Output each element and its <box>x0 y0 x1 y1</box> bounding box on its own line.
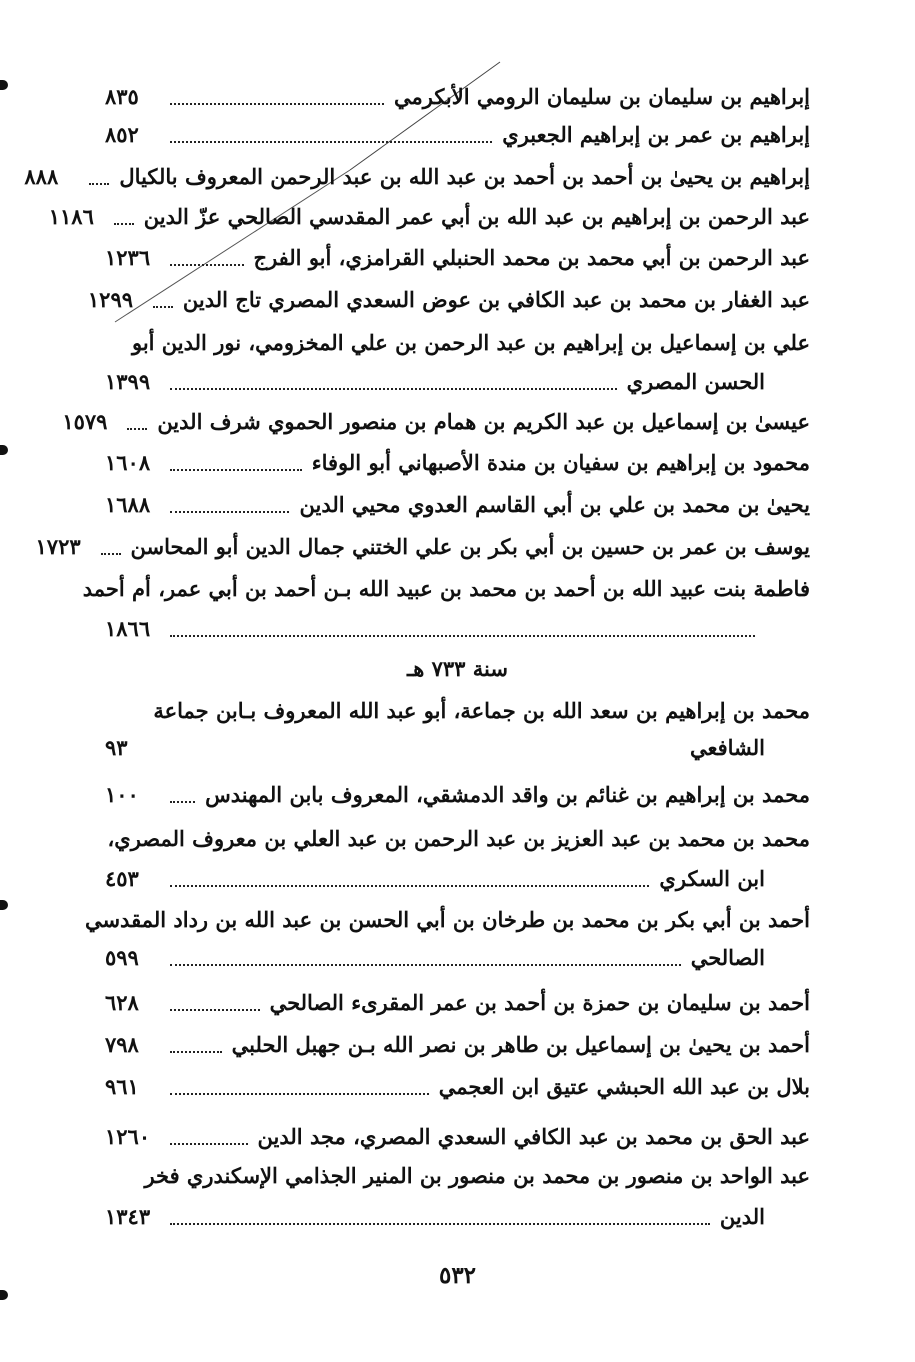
entry-number: ١٨٦٦ <box>105 616 151 641</box>
entry-number: ٧٩٨ <box>105 1032 139 1057</box>
index-entry <box>105 490 810 520</box>
entry-number: ١٠٠ <box>105 782 139 807</box>
index-entry <box>105 1072 810 1102</box>
entry-number: ٤٥٣ <box>105 866 139 891</box>
entry-number: ٥٩٩ <box>105 945 139 970</box>
entry-name: عبد الغفار بن محمد بن عبد الكافي بن عوض السعدي المصري تاج الدين <box>182 287 810 312</box>
entry-name: محمد بن إبراهيم بن غنائم بن واقد الدمشقي، المعروف بابن المهندس <box>205 782 810 807</box>
leader-dots <box>170 141 492 143</box>
entry-name: يحيىٰ بن محمد بن علي بن أبي القاسم العدوي محيي الدين <box>299 492 810 517</box>
leader-dots <box>170 469 302 471</box>
leader-dots <box>170 801 195 803</box>
index-entry <box>105 1030 810 1060</box>
entry-name-continuation: الحسن المصري <box>626 369 765 394</box>
leader-dots <box>170 1093 429 1095</box>
index-entry <box>105 120 810 150</box>
entry-name: عبد الرحمن بن أبي محمد بن محمد الحنبلي القرامزي، أبو الفرج <box>253 245 810 270</box>
entry-name-continuation: الصالحي <box>690 945 765 970</box>
entry-number: ١٦٠٨ <box>105 450 151 475</box>
leader-dots <box>170 964 681 966</box>
year-heading: سنة ٧٣٣ هـ <box>407 656 508 681</box>
index-entry <box>35 532 810 562</box>
index-entry <box>105 1122 810 1152</box>
leader-dots <box>170 511 289 513</box>
index-entry <box>105 943 810 973</box>
leader-dots <box>127 428 147 430</box>
entry-name: عبد الحق بن محمد بن عبد الكافي السعدي المصري، مجد الدين <box>257 1124 810 1149</box>
entry-name-continuation: الشافعي <box>689 735 765 760</box>
index-entry <box>105 733 810 763</box>
index-entry <box>105 82 810 112</box>
entry-number: ٩٦١ <box>105 1074 139 1099</box>
entry-name-continuation: الدين <box>719 1204 765 1229</box>
entry-number: ٨٨٨ <box>24 164 59 189</box>
entry-number: ٨٥٢ <box>105 122 139 147</box>
entry-number: ١٣٩٩ <box>105 369 151 394</box>
entry-name-line1: محمد بن محمد بن عبد العزيز بن عبد الرحمن بن عبد العلي بن معروف المصري، <box>107 826 810 851</box>
leader-dots <box>170 885 649 887</box>
entry-number: ٦٢٨ <box>105 990 139 1015</box>
entry-name: محمود بن إبراهيم بن سفيان بن مندة الأصبهاني أبو الوفاء <box>311 450 810 475</box>
entry-number: ١٢٦٠ <box>105 1124 151 1149</box>
entry-name-continuation: ابن السكري <box>659 866 765 891</box>
entry-name-line1: عبد الواحد بن منصور بن محمد بن منصور بن المنير الجذامي الإسكندري فخر <box>144 1163 810 1188</box>
entry-name: بلال بن عبد الله الحبشي عتيق ابن العجمي <box>438 1074 810 1099</box>
index-entry <box>62 407 810 437</box>
entry-name: أحمد بن يحيىٰ بن إسماعيل بن طاهر بن نصر الله بـن جهبل الحلبي <box>231 1032 810 1057</box>
entry-name: يوسف بن عمر بن حسين بن أبي بكر بن علي الختني جمال الدين أبو المحاسن <box>130 534 810 559</box>
index-entry <box>105 614 810 644</box>
entry-number: ٩٣ <box>105 735 128 760</box>
entry-name-line1: محمد بن إبراهيم بن سعد الله بن جماعة، أبو عبد الله المعروف بـابن جماعة <box>153 698 810 723</box>
entry-number: ١٣٤٣ <box>105 1204 151 1229</box>
index-entry <box>105 243 810 273</box>
leader-dots <box>89 183 109 185</box>
entry-number: ٨٣٥ <box>105 84 139 109</box>
index-entry <box>105 1202 810 1232</box>
index-entry <box>105 367 810 397</box>
leader-dots <box>170 1223 710 1225</box>
leader-dots <box>170 1143 248 1145</box>
entry-name-line1: فاطمة بنت عبيد الله بن أحمد بن محمد بن عبيد الله بـن أحمد بن أبي عمر، أم أحمد <box>82 576 810 601</box>
page-number: ٥٣٢ <box>438 1262 477 1289</box>
index-entry <box>48 202 810 232</box>
entry-number: ١٢٣٦ <box>105 245 151 270</box>
entry-number: ١٦٨٨ <box>105 492 151 517</box>
index-entry <box>105 780 810 810</box>
leader-dots <box>114 223 134 225</box>
entry-number: ١١٨٦ <box>48 204 94 229</box>
index-entry <box>24 162 810 192</box>
index-entry <box>105 448 810 478</box>
entry-name: عيسىٰ بن إسماعيل بن عبد الكريم بن همام بن منصور الحموي شرف الدين <box>157 409 810 434</box>
entry-name: إبراهيم بن عمر بن إبراهيم الجعبري <box>502 122 810 147</box>
leader-dots <box>170 1051 222 1053</box>
index-entry <box>87 285 810 315</box>
leader-space <box>170 754 680 756</box>
index-entry <box>105 864 810 894</box>
leader-dots <box>170 103 384 105</box>
entry-name: إبراهيم بن سليمان بن سليمان الرومي الأبكرمي <box>393 84 810 109</box>
leader-dots <box>101 553 121 555</box>
leader-dots <box>170 635 755 637</box>
entry-name: عبد الرحمن بن إبراهيم بن عبد الله بن أبي عمر المقدسي الصالحي عزّ الدين <box>143 204 810 229</box>
entry-number: ١٢٩٩ <box>87 287 134 312</box>
entry-number: ١٥٧٩ <box>62 409 108 434</box>
entry-name-line1: أحمد بن أبي بكر بن محمد بن طرخان بن أبي الحسن بن عبد الله بن رداد المقدسي <box>84 907 810 932</box>
leader-dots <box>153 306 173 308</box>
entry-number: ١٧٢٣ <box>35 534 81 559</box>
index-entry <box>105 988 810 1018</box>
entry-name: إبراهيم بن يحيىٰ بن أحمد بن أحمد بن عبد الله بن عبد الرحمن المعروف بالكيال <box>119 164 810 189</box>
leader-dots <box>170 1009 260 1011</box>
leader-dots <box>170 388 617 390</box>
leader-dots <box>170 264 244 266</box>
entry-name-line1: علي بن إسماعيل بن إبراهيم بن عبد الرحمن بن علي المخزومي، نور الدين أبو <box>131 330 810 355</box>
entry-name: أحمد بن سليمان بن حمزة بن أحمد بن عمر المقرىء الصالحي <box>269 990 810 1015</box>
